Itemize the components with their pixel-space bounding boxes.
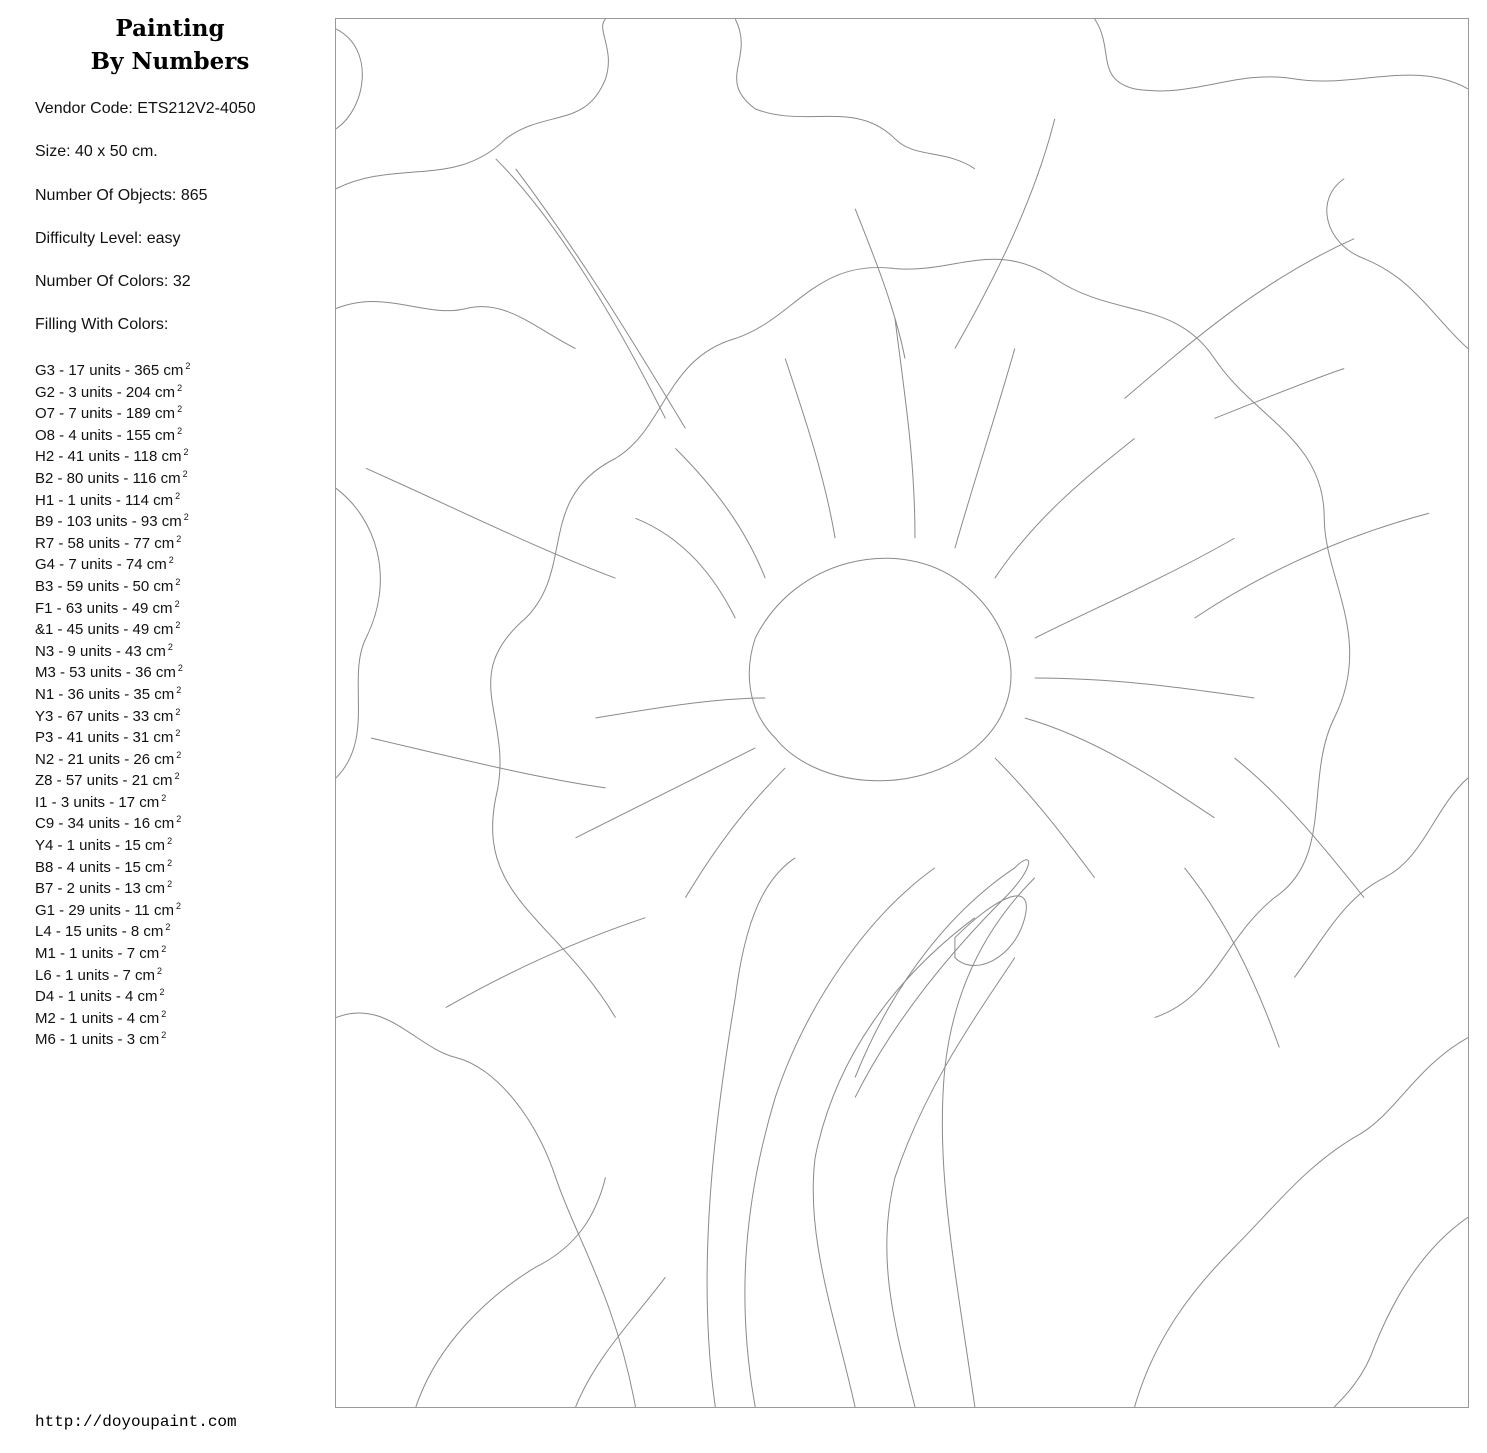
area-unit-superscript: 2 — [182, 468, 188, 479]
color-entry — [35, 917, 190, 939]
area-unit-superscript: 2 — [183, 512, 189, 523]
bg-region-outline — [1095, 19, 1468, 91]
color-entry — [35, 464, 190, 486]
canvas-size: Size: 40 x 50 cm. — [35, 143, 158, 161]
area-unit-superscript: 2 — [175, 620, 181, 631]
color-entry — [35, 572, 190, 594]
color-entry — [35, 550, 190, 572]
petal-outline — [995, 438, 1135, 578]
flower-center-outline — [749, 558, 1011, 781]
area-unit-superscript: 2 — [176, 684, 182, 695]
color-entry — [35, 961, 190, 983]
area-unit-superscript: 2 — [175, 490, 181, 501]
petal-outline — [1035, 538, 1235, 638]
page-title — [60, 12, 280, 78]
color-entry-text: B3 - 59 units - 50 cm — [35, 577, 174, 595]
bg-region-outline — [336, 19, 608, 189]
bg-region-outline — [735, 19, 975, 169]
color-entry — [35, 615, 190, 637]
area-unit-superscript: 2 — [183, 447, 189, 458]
color-entry-text: L6 - 1 units - 7 cm — [35, 966, 156, 984]
color-entry — [35, 788, 190, 810]
color-entry-text: F1 - 63 units - 49 cm — [35, 599, 173, 617]
spike-outline — [955, 119, 1055, 349]
color-entry — [35, 982, 190, 1004]
bg-region-outline — [1294, 778, 1468, 978]
color-entry — [35, 529, 190, 551]
color-entry — [35, 702, 190, 724]
color-entry-text: H1 - 1 units - 114 cm — [35, 491, 174, 509]
area-unit-superscript: 2 — [175, 728, 181, 739]
flower-head-outline — [491, 259, 1350, 1017]
color-entry-text: G1 - 29 units - 11 cm — [35, 901, 174, 919]
color-entry-text: N3 - 9 units - 43 cm — [35, 642, 166, 660]
bg-region-outline — [1334, 1217, 1468, 1407]
petal-outline — [685, 768, 785, 898]
bg-region-outline — [1327, 179, 1468, 349]
area-unit-superscript: 2 — [176, 749, 182, 760]
color-entry-text: &1 - 45 units - 49 cm — [35, 621, 174, 639]
petal-outline — [895, 319, 915, 539]
petal-outline — [995, 758, 1095, 878]
color-entry-text: G3 - 17 units - 365 cm — [35, 362, 184, 379]
area-unit-superscript: 2 — [161, 1030, 167, 1041]
spike-outline — [1234, 758, 1364, 898]
color-entry-text: M2 - 1 units - 4 cm — [35, 1009, 160, 1027]
website-link[interactable]: http://doyoupaint.com — [35, 1413, 237, 1431]
area-unit-superscript: 2 — [167, 857, 173, 868]
color-entry-text: R7 - 58 units - 77 cm — [35, 534, 175, 552]
petal-outline — [1035, 678, 1255, 698]
color-count: Number Of Colors: 32 — [35, 273, 191, 291]
color-entry-text: I1 - 3 units - 17 cm — [35, 793, 160, 811]
stem-outline — [887, 958, 1015, 1407]
petal-outline — [635, 518, 735, 618]
color-entry — [35, 874, 190, 896]
petal-outline — [675, 448, 765, 578]
color-list — [35, 356, 190, 1047]
area-unit-superscript: 2 — [185, 361, 191, 371]
spike-outline — [1185, 868, 1280, 1048]
stem-outline — [707, 858, 795, 1407]
difficulty-level: Difficulty Level: easy — [35, 229, 181, 247]
color-entry-text: B2 - 80 units - 116 cm — [35, 469, 181, 487]
color-entry-text: Y4 - 1 units - 15 cm — [35, 837, 166, 855]
color-entry-text: D4 - 1 units - 4 cm — [35, 988, 158, 1006]
petal-outline — [576, 748, 756, 838]
stem-outline — [813, 918, 975, 1407]
color-entry-text: Y3 - 67 units - 33 cm — [35, 707, 174, 725]
petal-outline — [785, 359, 835, 539]
area-unit-superscript: 2 — [157, 965, 163, 976]
bg-region-outline — [336, 488, 380, 778]
bg-region-outline — [336, 302, 576, 349]
area-unit-superscript: 2 — [177, 663, 183, 674]
legend-panel — [0, 0, 320, 1453]
area-unit-superscript: 2 — [165, 922, 171, 933]
color-entry — [35, 442, 190, 464]
bg-region-outline — [416, 1177, 606, 1407]
color-entry — [35, 809, 190, 831]
color-entry-text: B9 - 103 units - 93 cm — [35, 513, 182, 531]
area-unit-superscript: 2 — [167, 879, 173, 890]
color-entry — [35, 745, 190, 767]
color-entry — [35, 766, 190, 788]
color-entry-text: B8 - 4 units - 15 cm — [35, 858, 166, 876]
color-entry-text: L4 - 15 units - 8 cm — [35, 923, 164, 941]
spike-outline — [1125, 239, 1355, 399]
title-line-1: Painting — [115, 15, 225, 42]
spike-outline — [446, 918, 646, 1008]
color-entry-text: N1 - 36 units - 35 cm — [35, 685, 175, 703]
color-entry — [35, 1004, 190, 1026]
color-entry — [35, 1025, 190, 1047]
color-entry-text: M1 - 1 units - 7 cm — [35, 945, 160, 963]
color-entry-text: G4 - 7 units - 74 cm — [35, 556, 167, 574]
area-unit-superscript: 2 — [161, 792, 167, 803]
color-entry-text: B7 - 2 units - 13 cm — [35, 880, 166, 898]
color-entry — [35, 658, 190, 680]
color-entry — [35, 831, 190, 853]
stem-outline — [745, 868, 935, 1407]
color-entry — [35, 853, 190, 875]
color-entry — [35, 378, 190, 400]
area-unit-superscript: 2 — [174, 771, 180, 782]
spike-outline — [496, 159, 666, 419]
color-entry-text: P3 - 41 units - 31 cm — [35, 729, 174, 747]
thistle-outline-drawing — [336, 19, 1468, 1407]
area-unit-superscript: 2 — [167, 641, 173, 652]
object-count: Number Of Objects: 865 — [35, 186, 208, 204]
color-entry-text: M6 - 1 units - 3 cm — [35, 1031, 160, 1049]
color-entry-text: O7 - 7 units - 189 cm — [35, 405, 176, 423]
color-entry-text: Z8 - 57 units - 21 cm — [35, 772, 173, 790]
color-entry — [35, 680, 190, 702]
petal-outline — [596, 698, 766, 718]
petal-outline — [955, 349, 1015, 549]
color-entry-text: N2 - 21 units - 26 cm — [35, 750, 175, 768]
color-entry-text: H2 - 41 units - 118 cm — [35, 448, 182, 466]
color-entry-text: O8 - 4 units - 155 cm — [35, 426, 176, 444]
area-unit-superscript: 2 — [161, 944, 167, 955]
color-entry — [35, 356, 190, 378]
color-entry — [35, 486, 190, 508]
product-info — [35, 97, 256, 357]
vendor-code: Vendor Code: ETS212V2-4050 — [35, 100, 256, 117]
color-entry — [35, 723, 190, 745]
area-unit-superscript: 2 — [174, 598, 180, 609]
color-entry — [35, 594, 190, 616]
spike-outline — [1214, 368, 1344, 418]
area-unit-superscript: 2 — [176, 814, 182, 825]
stem-outline — [955, 896, 1026, 966]
color-entry — [35, 896, 190, 918]
spike-outline — [371, 738, 606, 788]
spike-outline — [1194, 513, 1429, 618]
area-unit-superscript: 2 — [159, 987, 165, 998]
color-entry-text: G2 - 3 units - 204 cm — [35, 383, 176, 401]
area-unit-superscript: 2 — [168, 555, 174, 566]
stem-outline — [942, 878, 1034, 1407]
bg-region-outline — [336, 1013, 635, 1407]
line-art-canvas — [335, 18, 1469, 1408]
bg-region-outline — [1135, 1038, 1468, 1407]
petal-outline — [1025, 718, 1215, 818]
spike-outline — [366, 468, 616, 578]
area-unit-superscript: 2 — [161, 1008, 167, 1019]
color-entry — [35, 637, 190, 659]
color-entry — [35, 507, 190, 529]
color-entry-text: C9 - 34 units - 16 cm — [35, 815, 175, 833]
area-unit-superscript: 2 — [167, 836, 173, 847]
color-entry-text: M3 - 53 units - 36 cm — [35, 664, 176, 682]
area-unit-superscript: 2 — [175, 706, 181, 717]
area-unit-superscript: 2 — [177, 425, 183, 436]
area-unit-superscript: 2 — [175, 900, 181, 911]
stem-outline — [855, 860, 1029, 1098]
color-entry — [35, 399, 190, 421]
area-unit-superscript: 2 — [177, 382, 183, 393]
title-line-2: By Numbers — [90, 48, 250, 75]
filling-heading: Filling With Colors: — [35, 316, 169, 334]
area-unit-superscript: 2 — [177, 404, 183, 415]
color-entry — [35, 939, 190, 961]
area-unit-superscript: 2 — [175, 576, 181, 587]
color-entry — [35, 421, 190, 443]
bg-region-outline — [336, 29, 362, 129]
area-unit-superscript: 2 — [176, 533, 182, 544]
